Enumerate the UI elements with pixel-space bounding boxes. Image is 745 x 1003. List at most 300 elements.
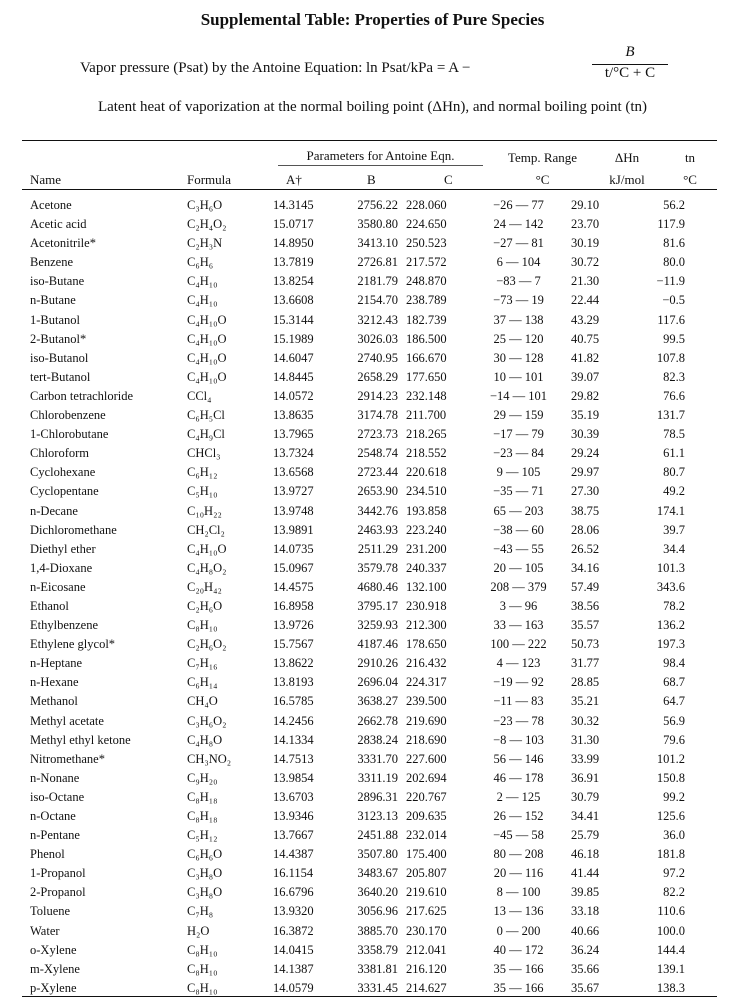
table-row [30,941,685,960]
antoine-b-cell: 3331.45 [357,980,398,995]
table-row [30,540,685,559]
temp-range-cell: 20 — 105 [493,560,544,575]
antoine-c-cell: 250.523 [406,236,447,251]
antoine-a-cell: 13.8193 [273,675,314,690]
properties-table [30,196,685,998]
temp-range-cell: 13 — 136 [493,904,544,919]
species-name: Carbon tetrachloride [30,388,134,403]
species-name: Chlorobenzene [30,408,106,423]
boiling-point-cell: 99.5 [663,331,685,346]
antoine-b-cell: 2658.29 [357,369,398,384]
temp-range-cell: 26 — 152 [493,809,544,823]
formula-cell: C₅H₁₀ [187,484,218,499]
antoine-a-cell: 16.5785 [273,694,314,709]
boiling-point-cell: 76.6 [663,388,685,403]
species-name: iso-Butanol [30,350,89,365]
temp-range-cell: −73 — 19 [493,293,544,308]
table-row [30,406,685,425]
table-row [30,769,685,788]
temp-range-cell: −23 — 84 [493,446,544,461]
temp-range-cell: 35 — 166 [493,980,544,995]
antoine-c-cell: 166.670 [406,350,447,365]
latent-heat-cell: 50.73 [571,637,600,652]
table-row [30,826,685,845]
antoine-c-cell: 175.400 [406,847,447,862]
boiling-point-cell: 117.6 [657,312,685,327]
formula-cell: C₈H₁₀ [187,961,218,976]
boiling-point-cell: 99.2 [663,789,685,804]
temp-range-cell: −23 — 78 [493,713,544,728]
formula-cell: C₇H₈ [187,904,214,919]
species-name: 1-Chlorobutane [30,427,109,442]
antoine-c-cell: 218.265 [406,427,447,442]
species-name: 1,4-Dioxane [30,560,93,575]
latent-heat-cell: 25.79 [571,828,600,843]
antoine-b-cell: 3358.79 [357,942,398,957]
antoine-c-cell: 209.635 [406,809,447,823]
header-dh-unit: kJ/mol [609,172,645,187]
boiling-point-cell: 81.6 [663,236,685,251]
header-b: B [367,172,376,187]
species-name: n-Octane [30,809,76,823]
latent-heat-cell: 33.18 [571,904,600,919]
temp-range-cell: 37 — 138 [493,312,544,327]
table-row [30,616,685,635]
table-row [30,444,685,463]
boiling-point-cell: 343.6 [656,579,685,594]
latent-heat-cell: 39.85 [571,885,600,900]
table-row [30,311,685,330]
species-name: Dichloromethane [30,522,117,537]
temp-range-cell: 35 — 166 [493,961,544,976]
antoine-c-cell: 218.552 [406,446,447,461]
antoine-b-cell: 2910.26 [357,656,398,671]
antoine-b-cell: 2653.90 [357,484,398,499]
boiling-point-cell: 197.3 [656,637,685,652]
antoine-c-cell: 182.739 [406,312,447,327]
boiling-point-cell: 49.2 [663,484,685,499]
antoine-c-cell: 228.060 [406,198,447,212]
table-row [30,234,685,253]
latent-heat-cell: 35.66 [571,961,600,976]
antoine-a-cell: 14.8950 [273,236,314,251]
species-name: o-Xylene [30,942,77,957]
latent-heat-cell: 38.56 [571,598,600,613]
table-row [30,482,685,501]
temp-range-cell: 0 — 200 [496,923,541,938]
species-name: n-Nonane [30,770,80,785]
latent-heat-cell: 26.52 [571,541,600,556]
latent-heat-cell: 35.21 [571,694,600,709]
formula-cell: C₈H₁₀ [187,980,218,995]
antoine-c-cell: 177.650 [406,369,447,384]
latent-heat-cell: 31.77 [571,656,600,671]
header-temp-range: Temp. Range [507,150,578,165]
antoine-c-cell: 220.618 [406,465,447,480]
antoine-c-cell: 186.500 [406,331,447,346]
temp-range-cell: 24 — 142 [493,217,544,232]
antoine-a-cell: 13.7324 [273,446,314,461]
boiling-point-cell: 80.0 [663,255,685,270]
header-a: A† [286,172,302,187]
temp-range-cell: 20 — 116 [493,866,544,881]
latent-heat-cell: 34.16 [571,560,600,575]
table-row [30,788,685,807]
antoine-a-cell: 13.9726 [273,618,314,633]
antoine-c-cell: 216.120 [406,961,447,976]
formula-cell: C₆H₁₄ [187,675,218,690]
temp-range-cell: 30 — 128 [493,350,544,365]
formula-cell: H₂O [187,923,210,938]
formula-cell: C₈H₁₈ [187,789,218,804]
antoine-c-cell: 202.694 [406,770,447,785]
antoine-b-cell: 3381.81 [357,961,398,976]
antoine-c-cell: 193.858 [406,503,447,518]
antoine-c-cell: 212.300 [406,618,447,633]
formula-cell: C₃H₆O₂ [187,713,227,728]
formula-cell: CCl₄ [187,388,212,403]
latent-heat-cell: 36.24 [571,942,600,957]
table-row [30,750,685,769]
boiling-point-cell: −0.5 [662,293,685,308]
antoine-a-cell: 15.0717 [273,217,314,232]
antoine-b-cell: 2896.31 [357,789,398,804]
formula-cell: C₂H₆O [187,598,223,613]
table-row [30,922,685,941]
table-row [30,425,685,444]
temp-range-cell: −17 — 79 [493,427,544,442]
temp-range-cell: 25 — 120 [493,331,544,346]
antoine-a-cell: 14.7513 [273,751,314,766]
antoine-b-cell: 4187.46 [357,637,398,652]
header-name: Name [30,172,62,187]
formula-cell: CH₃NO₂ [187,751,232,766]
antoine-a-cell: 14.3145 [273,198,314,212]
species-name: iso-Butane [30,274,85,289]
page-title: Supplemental Table: Properties of Pure Species [200,10,545,29]
antoine-a-cell: 13.6568 [273,465,314,480]
species-name: n-Pentane [30,828,80,843]
table-row [30,597,685,616]
boiling-point-cell: 101.3 [656,560,685,575]
formula-cell: C₄H₁₀O [187,312,227,327]
formula-cell: C₄H₁₀O [187,331,227,346]
antoine-c-cell: 248.870 [406,274,447,289]
species-name: Diethyl ether [30,541,96,556]
boiling-point-cell: 97.2 [663,866,685,881]
antoine-a-cell: 14.0572 [273,388,314,403]
antoine-a-cell: 14.4575 [273,579,314,594]
formula-cell: CH₂Cl₂ [187,522,225,537]
antoine-a-cell: 13.9891 [273,522,314,537]
latent-heat-cell: 21.30 [571,274,600,289]
header-formula: Formula [187,172,232,187]
boiling-point-cell: 144.4 [656,942,685,957]
table-row [30,463,685,482]
formula-cell: C₂H₆O₂ [187,637,227,652]
formula-cell: C₃H₈O [187,885,223,900]
antoine-b-cell: 2662.78 [357,713,398,728]
antoine-a-cell: 13.6703 [273,789,314,804]
boiling-point-cell: 107.8 [656,350,685,365]
antoine-c-cell: 217.572 [406,255,447,270]
table-row [30,635,685,654]
antoine-c-cell: 234.510 [406,484,447,499]
temp-range-cell: 56 — 146 [493,751,544,766]
boiling-point-cell: 150.8 [656,770,685,785]
temp-range-cell: 9 — 105 [496,465,541,480]
table-row [30,692,685,711]
formula-cell: C₆H₁₂ [187,465,218,480]
species-name: n-Eicosane [30,579,86,594]
antoine-b-cell: 3212.43 [357,312,398,327]
antoine-c-cell: 178.650 [406,637,447,652]
formula-cell: C₈H₁₀ [187,618,218,633]
table-row [30,807,685,826]
antoine-b-cell: 2726.81 [357,255,398,270]
table-row [30,654,685,673]
antoine-c-cell: 212.041 [406,942,447,957]
latent-heat-cell: 33.99 [571,751,600,766]
formula-cell: C₄H₁₀O [187,369,227,384]
latent-heat-cell: 30.79 [571,789,600,804]
antoine-a-cell: 14.1334 [273,732,314,747]
species-name: Ethanol [30,598,69,613]
temp-range-cell: −14 — 101 [489,388,548,403]
boiling-point-cell: 100.0 [656,923,685,938]
latent-heat-cell: 35.57 [571,618,600,633]
equation-lhs: ln Psat/kPa = A − [366,60,471,76]
latent-heat-cell: 40.66 [571,923,600,938]
header-bottom-rule [22,189,717,190]
antoine-c-cell: 232.148 [406,388,447,403]
boiling-point-cell: 79.6 [663,732,685,747]
antoine-a-cell: 15.7567 [273,637,314,652]
species-name: Methyl acetate [30,713,104,728]
latent-heat-cell: 38.75 [571,503,600,518]
table-row [30,272,685,291]
boiling-point-cell: 78.2 [663,598,685,613]
antoine-a-cell: 16.3872 [273,923,314,938]
formula-cell: C₈H₁₀ [187,942,218,957]
antoine-a-cell: 13.9748 [273,503,314,518]
antoine-a-cell: 16.6796 [273,885,314,900]
species-name: Acetone [30,198,72,212]
antoine-c-cell: 219.610 [406,885,447,900]
temp-range-cell: 46 — 178 [493,770,544,785]
antoine-a-cell: 13.7819 [273,255,314,270]
species-name: n-Decane [30,503,78,518]
boiling-point-cell: 101.2 [656,751,685,766]
antoine-a-cell: 13.9346 [273,809,314,823]
species-name: m-Xylene [30,961,80,976]
temp-range-cell: 8 — 100 [496,885,541,900]
boiling-point-cell: 61.1 [663,446,685,461]
boiling-point-cell: 82.2 [663,885,685,900]
antoine-b-cell: 3056.96 [357,904,398,919]
formula-cell: C₄H₁₀O [187,350,227,365]
latent-heat-cell: 29.24 [571,446,600,461]
formula-cell: C₃H₆O [187,198,223,212]
latent-heat-cell: 39.07 [571,369,600,384]
table-row [30,253,685,272]
antoine-b-cell: 3174.78 [357,408,398,423]
antoine-a-cell: 14.0415 [273,942,314,957]
antoine-b-cell: 2914.23 [357,388,398,403]
antoine-c-cell: 224.650 [406,217,447,232]
antoine-b-cell: 2696.04 [357,675,398,690]
latent-heat-cell: 46.18 [571,847,600,862]
antoine-b-cell: 4680.46 [357,579,398,594]
latent-heat-cell: 27.30 [571,484,600,499]
latent-heat-cell: 36.91 [571,770,600,785]
antoine-c-cell: 230.170 [406,923,447,938]
antoine-a-cell: 14.0579 [273,980,314,995]
antoine-a-cell: 13.6608 [273,293,314,308]
formula-cell: C₄H₁₀O [187,541,227,556]
latent-heat-cell: 23.70 [571,217,600,232]
latent-heat-cell: 30.19 [571,236,600,251]
species-name: p-Xylene [30,980,77,995]
temp-range-cell: 65 — 203 [493,503,544,518]
latent-heat-cell: 28.06 [571,522,600,537]
formula-cell: C₆H₆O [187,847,223,862]
antoine-b-cell: 3259.93 [357,618,398,633]
species-name: 1-Butanol [30,312,80,327]
temp-range-cell: 3 — 96 [499,598,538,613]
species-name: Methyl ethyl ketone [30,732,131,747]
boiling-point-cell: 181.8 [656,847,685,862]
latent-heat-cell: 34.41 [571,809,600,823]
latent-heat-cell: 30.72 [571,255,600,270]
latent-heat-cell: 29.10 [571,198,600,212]
antoine-b-cell: 3123.13 [357,809,398,823]
antoine-b-cell: 3507.80 [357,847,398,862]
temp-range-cell: 4 — 123 [496,656,541,671]
latent-heat-cell: 41.44 [571,866,600,881]
species-name: Toluene [30,904,71,919]
formula-cell: C₂₀H₄₂ [187,579,222,594]
antoine-a-cell: 13.9320 [273,904,314,919]
boiling-point-cell: 64.7 [663,694,685,709]
species-name: Ethylbenzene [30,618,99,633]
formula-cell: C₉H₂₀ [187,770,218,785]
antoine-c-cell: 230.918 [406,598,447,613]
boiling-point-cell: 136.2 [656,618,685,633]
latent-heat-cell: 40.75 [571,331,600,346]
antoine-a-cell: 14.8445 [273,369,314,384]
latent-heat-cell: 30.32 [571,713,600,728]
boiling-point-cell: 56.2 [663,198,685,212]
latent-heat-cell: 29.97 [571,465,600,480]
antoine-b-cell: 3885.70 [357,923,398,938]
antoine-b-cell: 2740.95 [357,350,398,365]
temp-range-cell: 29 — 159 [493,408,544,423]
table-top-rule [22,140,717,141]
antoine-group-header: Parameters for Antoine Eqn. [278,148,483,166]
formula-cell: C₅H₁₂ [187,828,218,843]
species-name: 2-Propanol [30,885,86,900]
latent-heat-cell: 28.85 [571,675,600,690]
boiling-point-cell: 110.6 [657,904,685,919]
table-row [30,845,685,864]
antoine-c-cell: 227.600 [406,751,447,766]
antoine-b-cell: 3311.19 [357,770,398,785]
antoine-c-cell: 224.317 [406,675,447,690]
antoine-c-cell: 220.767 [406,789,447,804]
latent-heat-cell: 31.30 [571,732,600,747]
species-name: Nitromethane* [30,751,105,766]
temp-range-cell: −26 — 77 [493,198,544,212]
temp-range-cell: 80 — 208 [493,847,544,862]
temp-range-cell: −43 — 55 [493,541,544,556]
boiling-point-cell: 125.6 [656,809,685,823]
temp-range-cell: −19 — 92 [493,675,544,690]
antoine-b-cell: 3413.10 [357,236,398,251]
antoine-b-cell: 2723.44 [357,465,398,480]
antoine-a-cell: 13.9727 [273,484,314,499]
antoine-c-cell: 205.807 [406,866,447,881]
antoine-a-cell: 15.3144 [273,312,314,327]
boiling-point-cell: 80.7 [663,465,685,480]
antoine-c-cell: 231.200 [406,541,447,556]
formula-cell: C₄H₁₀ [187,274,218,289]
antoine-b-cell: 3580.80 [357,217,398,232]
table-row [30,368,685,387]
antoine-c-cell: 219.690 [406,713,447,728]
latent-heat-cell: 30.39 [571,427,600,442]
table-row [30,731,685,750]
antoine-c-cell: 214.627 [406,980,447,995]
table-row [30,578,685,597]
antoine-b-cell: 3026.03 [357,331,398,346]
antoine-equation [80,44,720,88]
formula-cell: C₈H₁₈ [187,809,218,823]
antoine-a-cell: 13.9854 [273,770,314,785]
table-row [30,712,685,731]
header-temp-unit: °C [535,172,550,187]
boiling-point-cell: 131.7 [656,408,685,423]
antoine-c-cell: 239.500 [406,694,447,709]
temp-range-cell: −27 — 81 [493,236,544,251]
antoine-a-cell: 14.6047 [273,350,314,365]
temp-range-cell: −35 — 71 [493,484,544,499]
equation-fraction [590,44,670,82]
antoine-c-cell: 223.240 [406,522,447,537]
antoine-a-cell: 14.4387 [273,847,314,862]
species-name: Cyclohexane [30,465,96,480]
antoine-c-cell: 240.337 [406,560,447,575]
formula-cell: C₂H₄O₂ [187,217,227,232]
species-name: Ethylene glycol* [30,637,116,652]
header-tn: tn [684,150,696,165]
antoine-b-cell: 2548.74 [357,446,398,461]
table-row [30,902,685,921]
table-bottom-rule [22,996,717,997]
antoine-b-cell: 2154.70 [357,293,398,308]
antoine-b-cell: 3579.78 [357,560,398,575]
species-name: n-Heptane [30,656,83,671]
latent-heat-cell: 35.19 [571,408,600,423]
formula-cell: C₆H₆ [187,255,214,270]
equation-lead-text: Vapor pressure (Psat) by the Antoine Equation: [80,60,363,76]
antoine-c-cell: 132.100 [406,579,447,594]
antoine-b-cell: 2723.73 [357,427,398,442]
table-row [30,521,685,540]
antoine-b-cell: 2756.22 [357,198,398,212]
table-row [30,864,685,883]
antoine-a-cell: 16.1154 [273,866,314,881]
